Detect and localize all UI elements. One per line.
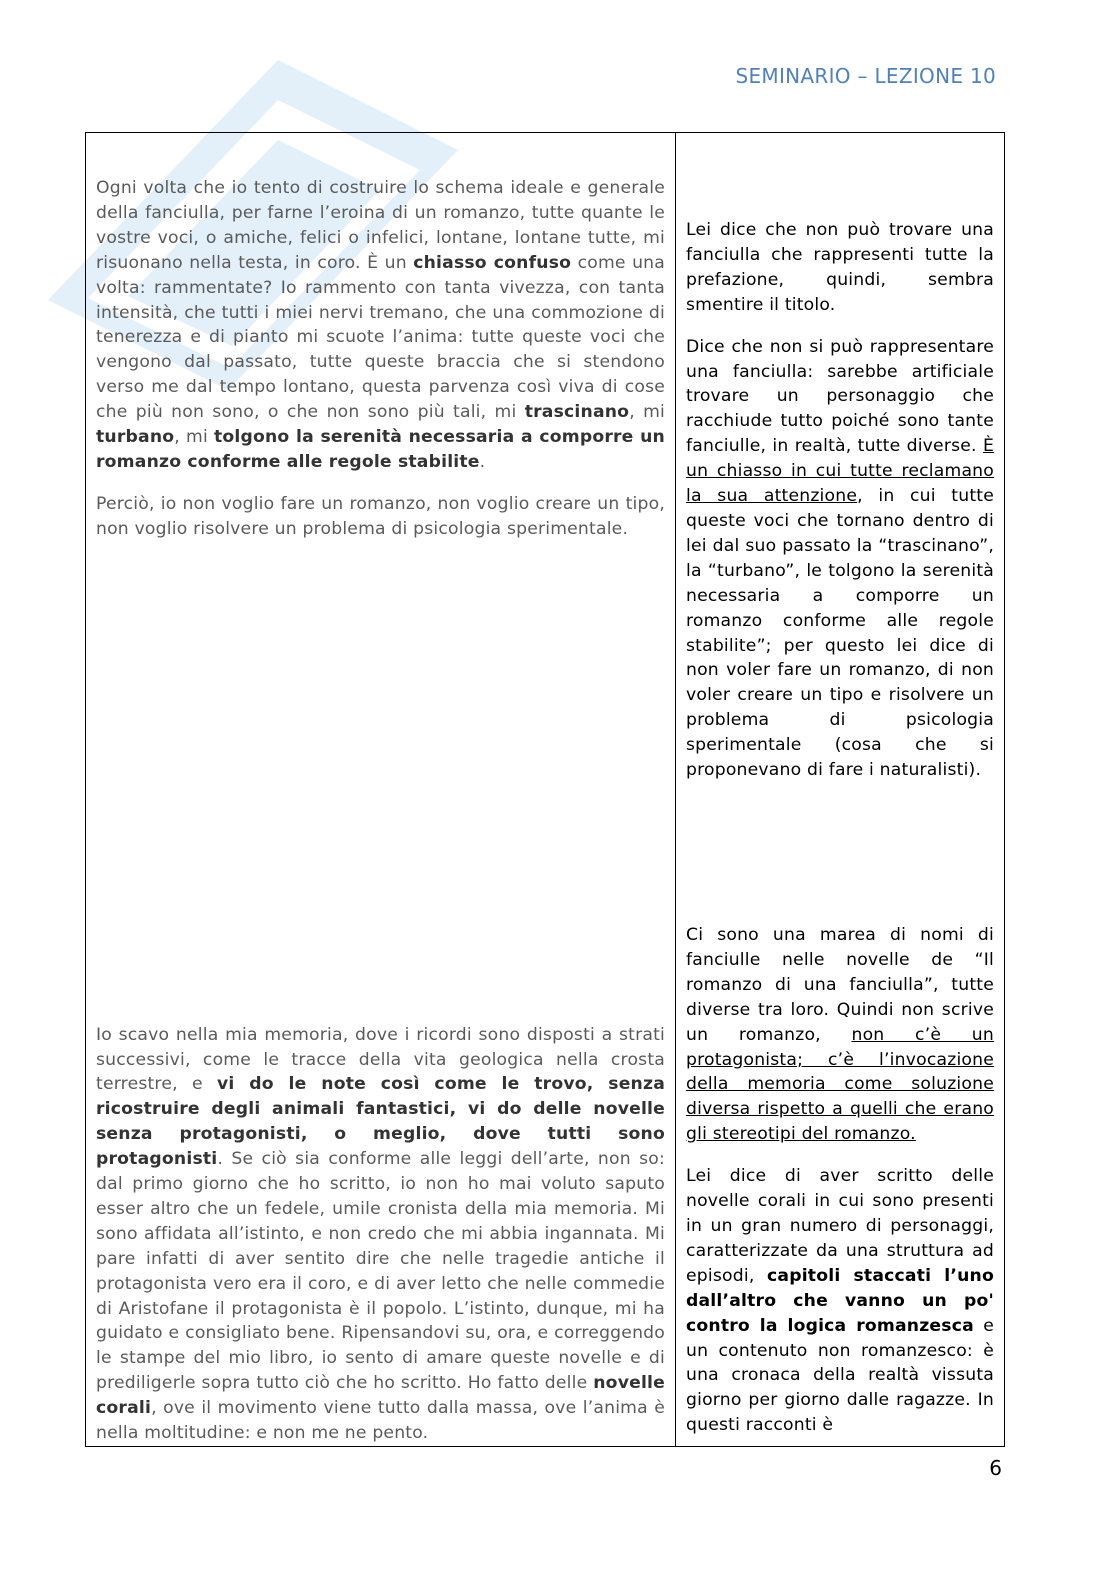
emphasis-text: turbano [96, 427, 175, 448]
source-text-cell-1 [86, 133, 676, 861]
text-run: , mi [629, 402, 666, 423]
source-paragraph [96, 176, 665, 475]
emphasis-text: novelle corali [96, 1373, 665, 1419]
notes-table [85, 132, 1005, 1447]
commentary-paragraph [686, 335, 994, 783]
emphasis-text: trascinano [524, 402, 630, 423]
text-run: Io scavo nella mia memoria, dove i ricordi sono disposti a strati successivi, come le tracce della vita geologica nella crosta terrestre, e [96, 1024, 665, 1095]
text-run: , mi [174, 427, 214, 448]
text-run: , in cui tutte queste voci che tornano dentro di lei dal suo passato la “trascinano”, la “turbano”, le tolgono la serenità necessaria a comporre un romanzo conforme alle regole stabilite”; per questo lei dice di non voler fare un romanzo, di non voler creare un tipo e risolvere un problema di psicologia sperimentale (cosa che si proponevano di fare i naturalisti). [686, 486, 994, 781]
source-text-cell-2 [86, 861, 676, 1446]
emphasis-text: capitoli staccati l’uno dall’altro che vanno un po' contro la logica romanzesca [686, 1265, 994, 1336]
text-run: . [479, 451, 486, 472]
underlined-text: non c’è un protagonista; c’è l’invocazione della memoria come soluzione diversa rispetto a quelli che erano gli stereotipi del romanzo. [686, 1024, 994, 1145]
text-run: Lei dice che non può trovare una fanciulla che rappresenti tutte la prefazione, quindi, sembra smentire il titolo. [686, 220, 994, 315]
text-run: e un contenuto non romanzesco: è una cronaca della realtà vissuta giorno per giorno dalle ragazze. In questi racconti è [686, 1315, 994, 1436]
commentary-cell-2 [676, 861, 1004, 1446]
commentary-paragraph [686, 1164, 994, 1438]
commentary-paragraph [686, 923, 994, 1147]
text-run: Ci sono una marea di nomi di fanciulle nelle novelle de “Il romanzo di una fanciulla”, tutte diverse tra loro. Quindi non scrive un romanzo, [686, 925, 994, 1045]
text-run: Lei dice di aver scritto delle novelle corali in cui sono presenti in un gran numero di personaggi, caratterizzate da una struttura ad episodi, [686, 1166, 994, 1286]
page-number: 6 [989, 1456, 1002, 1480]
emphasis-text: tolgono la serenità necessaria a comporre un romanzo conforme alle regole stabilite [96, 427, 665, 472]
text-run: Perciò, io non voglio fare un romanzo, non voglio creare un tipo, non voglio risolvere un problema di psicologia sperimentale. [96, 493, 665, 539]
text-run: Dice che non si può rappresentare una fanciulla: sarebbe artificiale trovare un personaggio che racchiude tutto poiché sono tante fanciulle, in realtà, tutte diverse. [686, 336, 994, 457]
text-run: . Se ciò sia conforme alle leggi dell’arte, non so: dal primo giorno che ho scritto, io non ho mai voluto saputo esser altro che un fedele, umile cronista della mia memoria. Mi sono affidata all’istinto, e non credo che mi abbia ingannata. Mi pare infatti di aver sentito dire che nelle tragedie antiche il protagonista vero era il coro, e di aver letto che nelle commedie di Aristofane il protagonista è il popolo. L’istinto, dunque, mi ha guidato e consigliato bene. Ripensandovi su, ora, e correggendo le stampe del mio libro, io sento di amare queste novelle e di prediligerle sopra tutto ciò che ho scritto. Ho fatto delle [96, 1149, 665, 1394]
emphasis-text: chiasso confuso [413, 252, 572, 273]
commentary-paragraph [686, 218, 994, 318]
commentary-cell-1 [676, 133, 1004, 861]
text-run: Ogni volta che io tento di costruire lo schema ideale e generale della fanciulla, per farne l’eroina di un romanzo, tutte quante le vostre voci, o amiche, felici o infelici, lontane, lontane tutte, mi risuonano nella testa, in coro. È un [96, 178, 665, 273]
emphasis-text: vi do le note così come le trovo, senza ricostruire degli animali fantastici, vi do delle novelle senza protagonisti, o meglio, dove tutti sono protagonisti [96, 1074, 665, 1170]
source-paragraph [96, 1023, 665, 1446]
source-paragraph [96, 492, 665, 542]
text-run: , ove il movimento viene tutto dalla massa, ove l’anima è nella moltitudine: e non me ne pento. [96, 1398, 665, 1444]
underlined-text: È un chiasso in cui tutte reclamano la sua attenzione [686, 436, 994, 507]
text-run: come una volta: rammentate? Io rammento con tanta vivezza, con tanta intensità, che tutti i miei nervi tremano, che una commozione di tenerezza e di pianto mi scuote l’anima: tutte queste voci che vengono dal passato, tutte queste braccia che si stendono verso me dal tempo lontano, questa parvenza così viva di cose che più non sono, o che non sono più tali, mi [96, 252, 666, 423]
page-header-title: SEMINARIO – LEZIONE 10 [735, 64, 996, 88]
